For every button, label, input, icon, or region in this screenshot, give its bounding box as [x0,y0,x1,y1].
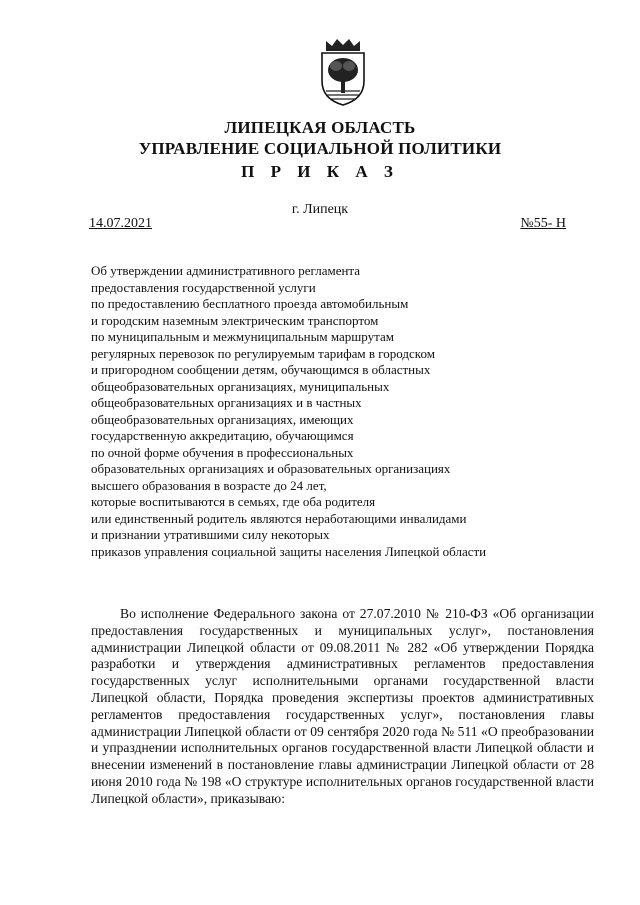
title-line: высшего образования в возрасте до 24 лет, [91,477,327,493]
coat-of-arms-icon [318,37,368,107]
title-line: Об утверждении административного регламента [91,263,361,278]
title-line: регулярных перевозок по регулируемым тарифам в городском [91,345,435,361]
title-line: государственную аккредитацию, обучающимся [91,428,354,443]
title-line: предоставления государственной услуги [91,279,316,295]
document-type-heading: П Р И К А З [241,162,399,181]
title-line: которые воспитываются в семьях, где оба родителя [91,494,376,509]
body-paragraph: Во исполнение Федерального закона от 27.07.2010 № 210-ФЗ «Об организации предоставления государственных и муниципальных услуг», постановления администрации Липецкой области от 09.08.2011 № 282 «Об утверждении Порядка разработки и утверждения административных регламентов предоставления государственных услуг исполнительными органами государственной власти Липецкой области, Порядка проведения экспертизы проектов административных регламентов предоставления государственных услуг», постановления главы администрации Липецкой области от 09 сентября 2020 года № 511 «О преобразовании и упразднении исполнительных органов государственной власти Липецкой области и внесении изменений в постановление главы администрации Липецкой области от 28 июня 2010 года № 198 «О структуре исполнительных органов государственной власти Липецкой области», приказываю: [91,606,594,806]
department-heading: УПРАВЛЕНИЕ СОЦИАЛЬНОЙ ПОЛИТИКИ [138,139,502,158]
title-line: общеобразовательных организациях и в частных [91,395,362,410]
title-line: общеобразовательных организациях, муниципальных [91,378,390,394]
title-line: образовательных организациях и образовательных организациях [91,461,451,476]
title-line: и пригородном сообщении детям, обучающимся в областных [91,362,431,377]
city-label: г. Липецк [291,202,349,217]
title-line: и признании утратившими силу некоторых [91,527,330,542]
title-line: по очной форме обучения в профессиональных [91,444,354,460]
title-line: и городским наземным электрическим транспортом [91,312,379,328]
title-line: приказов управления социальной защиты населения Липецкой области [91,543,487,559]
document-title [91,263,486,560]
title-line: общеобразовательных организациях, имеющих [91,411,354,427]
document-number: №55- Н [520,216,566,231]
region-heading: ЛИПЕЦКАЯ ОБЛАСТЬ [224,118,416,137]
document-date: 14.07.2021 [89,216,152,231]
title-line: по муниципальным и межмуниципальным маршрутам [91,329,394,344]
title-line: по предоставлению бесплатного проезда автомобильным [91,296,409,311]
title-line: или единственный родитель являются неработающими инвалидами [91,510,467,526]
